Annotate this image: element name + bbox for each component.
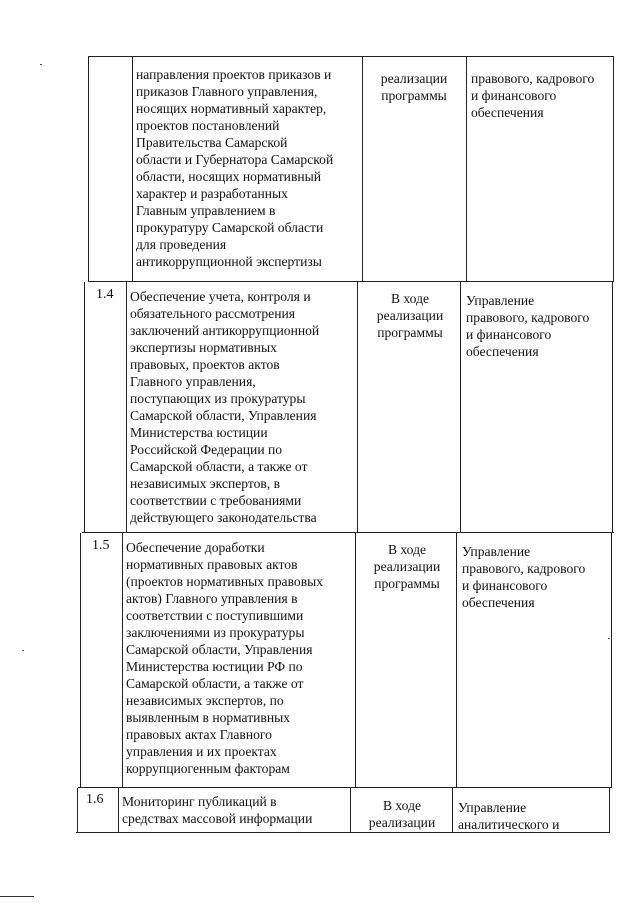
table-border-right-3 (611, 533, 612, 788)
row-divider-1 (88, 281, 614, 282)
row-3-term: В ходе реализации (368, 798, 436, 830)
col-divider-c-1 (466, 56, 467, 282)
row-3-number: 1.6 (86, 792, 104, 807)
row-0-responsible: правового, кадрового и финансового обеспечения (471, 71, 595, 120)
row-1-responsible: Управление правового, кадрового и финансового обеспечения (466, 293, 590, 359)
scan-speck (608, 638, 610, 639)
col-divider-b-3 (355, 533, 356, 788)
table-border-left-3 (80, 533, 81, 788)
row-2-responsible: Управление правового, кадрового и финансового обеспечения (462, 544, 586, 610)
row-0-activity: направления проектов приказов и приказов Главного управления, носящих нормативный характер, проектов постановлений Правительства Самарской области и Губернатора Самарской области, носящих нормативный характер и разработанных Главным управлением в прокуратуру Самарской области для проведения антикоррупционной экспертизы (136, 67, 334, 269)
table-border-left-1 (88, 56, 89, 282)
row-1-term: В ходе реализации программы (376, 291, 444, 340)
col-divider-a-1 (132, 56, 133, 282)
scan-edge-mark (0, 896, 34, 897)
row-3-activity: Мониторинг публикаций в средствах массовой информации (122, 794, 313, 826)
col-divider-c-4 (452, 788, 453, 833)
col-divider-b-4 (350, 788, 351, 833)
table-border-left-2 (84, 282, 85, 533)
col-divider-a-3 (122, 533, 123, 788)
row-1-number: 1.4 (96, 287, 114, 302)
col-divider-a-2 (126, 282, 127, 533)
scan-speck (22, 650, 24, 651)
row-2-number: 1.5 (92, 538, 110, 553)
table-border-right-4 (609, 788, 610, 833)
row-divider-2 (82, 532, 614, 533)
scan-speck (40, 64, 42, 65)
table-border-right-2 (612, 282, 613, 533)
col-divider-b-2 (357, 282, 358, 533)
col-divider-c-2 (460, 282, 461, 533)
row-2-activity: Обеспечение доработки нормативных правовых актов (проектов нормативных правовых актов) Главного управления в соответствии с поступившими заключениями из прокуратуры Самарской области, Управления Министерства юстиции РФ по Самарской области, а также от независимых экспертов, по выявленным в нормативных правовых актах Главного управления и их проектах коррупциогенным факторам (126, 540, 324, 776)
row-divider-3 (78, 787, 611, 788)
row-0-term: реализации программы (380, 71, 448, 103)
table-border-right-1 (613, 56, 614, 282)
table-border-left-4 (77, 788, 78, 833)
table-border-top (88, 56, 614, 57)
row-1-activity: Обеспечение учета, контроля и обязательного рассмотрения заключений антикоррупционной экспертизы нормативных правовых, проектов актов Главного управления, поступающих из прокуратуры Самарской области, Управления Министерства юстиции Российской Федерации по Самарской области, а также от независимых экспертов, в соответствии с требованиями действующего законодательства (130, 289, 320, 525)
col-divider-b-1 (362, 56, 363, 282)
row-3-responsible: Управление аналитического и (458, 800, 560, 832)
row-2-term: В ходе реализации программы (373, 542, 441, 591)
col-divider-a-4 (118, 788, 119, 833)
